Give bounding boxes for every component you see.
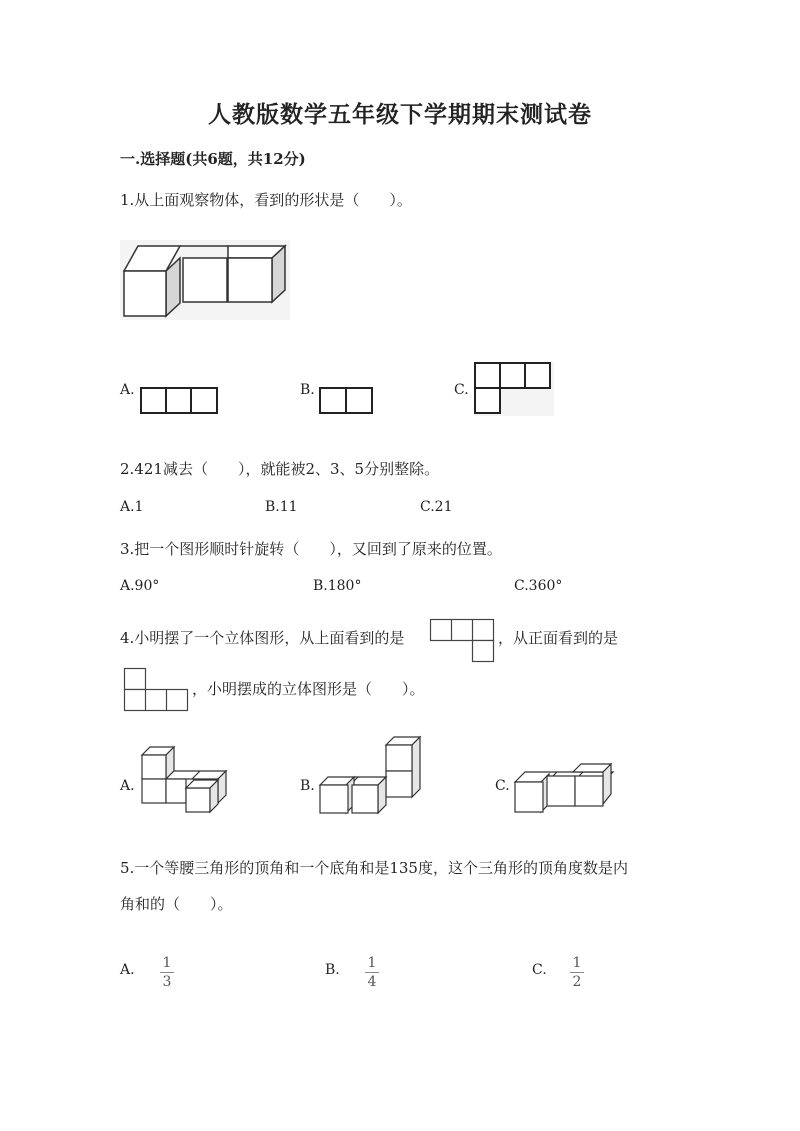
- question-5-option-b-label[interactable]: B.: [325, 962, 340, 978]
- question-4-top-view-figure: [430, 619, 496, 663]
- question-5-option-b-fraction: [362, 955, 382, 990]
- question-1-option-b-figure: [319, 387, 375, 415]
- question-2-option-c[interactable]: C.21: [420, 499, 453, 515]
- question-4-text-part2: ，从正面看到的是: [498, 629, 619, 647]
- question-1-option-c-figure: [474, 362, 554, 416]
- question-4-option-c-figure: [515, 760, 617, 814]
- question-1-figure: [120, 240, 290, 320]
- fraction-bar: [365, 972, 379, 973]
- question-1-option-b-label[interactable]: B.: [300, 382, 315, 398]
- question-4-front-view-figure: [124, 668, 190, 712]
- question-2-text: 2.421减去（ ），就能被2、3、5分别整除。: [120, 460, 440, 478]
- question-5-option-a-label[interactable]: A.: [120, 962, 135, 978]
- question-5-option-c-fraction: [567, 955, 587, 990]
- question-4-option-a-label[interactable]: A.: [120, 778, 135, 794]
- question-4-option-b-label[interactable]: B.: [300, 778, 315, 794]
- question-5-option-c-label[interactable]: C.: [532, 962, 547, 978]
- question-4-option-b-figure: [320, 735, 424, 815]
- question-1-text: 1.从上面观察物体，看到的形状是（ ）。: [120, 191, 412, 209]
- question-4-text-part3: ，小明摆成的立体图形是（ ）。: [192, 680, 425, 698]
- question-3-option-c[interactable]: C.360°: [514, 578, 563, 594]
- question-2-option-b[interactable]: B.11: [265, 499, 298, 515]
- section-heading: 一.选择题(共6题，共12分): [120, 150, 306, 168]
- fraction-bar: [570, 972, 584, 973]
- page-title: 人教版数学五年级下学期期末测试卷: [208, 101, 592, 128]
- question-4-option-a-figure: [140, 743, 230, 815]
- question-5-option-a-fraction: [157, 955, 177, 990]
- question-3-text: 3.把一个图形顺时针旋转（ ），又回到了原来的位置。: [120, 540, 502, 558]
- fraction-numerator: 1: [572, 955, 582, 971]
- fraction-numerator: 1: [367, 955, 377, 971]
- question-1-option-a-label[interactable]: A.: [120, 382, 135, 398]
- fraction-numerator: 1: [162, 955, 172, 971]
- fraction-denominator: 2: [572, 974, 582, 990]
- question-5-text-line2: 角和的（ ）。: [120, 895, 233, 913]
- question-3-option-a[interactable]: A.90°: [120, 578, 160, 594]
- fraction-denominator: 3: [162, 974, 172, 990]
- fraction-denominator: 4: [367, 974, 377, 990]
- question-2-option-a[interactable]: A.1: [120, 499, 144, 515]
- question-5-text-line1: 5.一个等腰三角形的顶角和一个底角和是135度，这个三角形的顶角度数是内: [120, 859, 628, 877]
- question-1-option-a-figure: [140, 387, 220, 415]
- question-1-option-c-label[interactable]: C.: [454, 382, 469, 398]
- fraction-bar: [160, 972, 174, 973]
- question-4-text-part1: 4.小明摆了一个立体图形，从上面看到的是: [120, 629, 405, 647]
- question-4-option-c-label[interactable]: C.: [495, 778, 510, 794]
- question-3-option-b[interactable]: B.180°: [313, 578, 362, 594]
